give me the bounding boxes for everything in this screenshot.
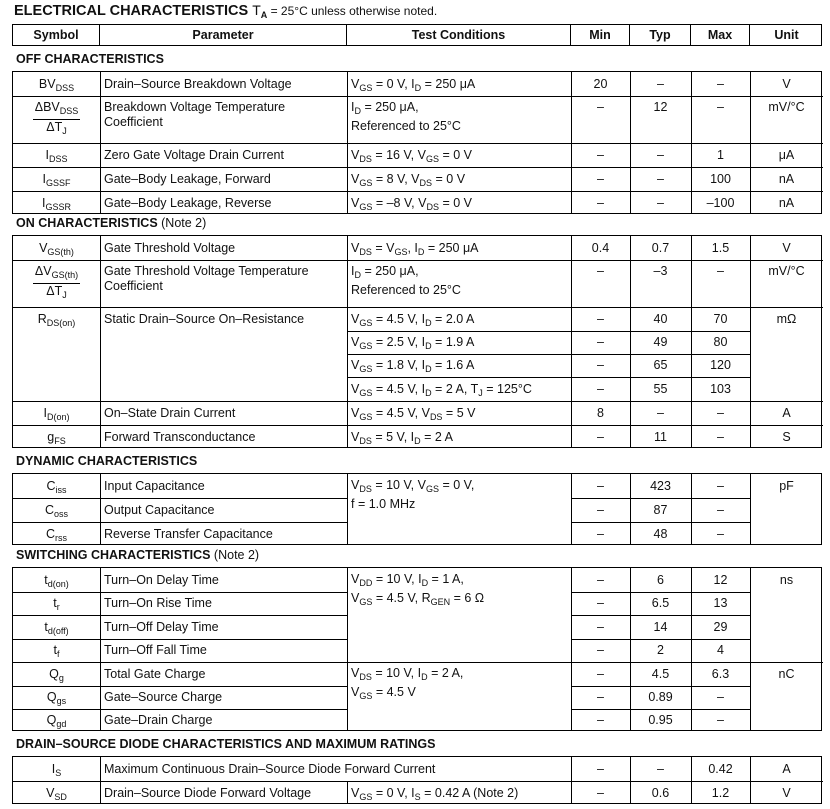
dyn-conditions: $V_{DS} = 10$ V, $V_{GS} = 0$ V, f = 1.0 MHz [351, 478, 475, 511]
rds-conditions-2: $V_{GS} = 1.8$ V, $I_D = 1.6$ A [351, 358, 475, 374]
vgsth-symbol: $V_{GS(th)}$ [39, 241, 74, 257]
vgsth-typ: 0.7 [651, 241, 670, 255]
rds-min-0: – [597, 312, 604, 326]
rds-min-1: – [597, 335, 604, 349]
idon-symbol: $I_{D(on)}$ [43, 406, 70, 422]
igssr-unit: nA [778, 196, 795, 210]
igssr-symbol: $I_{GSSR}$ [42, 196, 71, 212]
sw2-2-typ: 0.95 [648, 713, 673, 727]
dvgs-unit: mV/°C [768, 264, 805, 278]
vsd-min: – [597, 786, 604, 800]
sw1-2-max: 29 [713, 620, 728, 634]
vsd-symbol: $V_{SD}$ [46, 786, 67, 802]
bvdss-min: 20 [593, 77, 608, 91]
gfs-symbol: $g_{FS}$ [47, 430, 66, 446]
rds-typ-3: 55 [653, 382, 668, 396]
rds-max-3: 103 [710, 382, 731, 396]
header-parameter: Parameter [100, 25, 347, 45]
sw1-unit: ns [779, 573, 794, 587]
dyn-2-max: – [717, 527, 724, 541]
sw2-conditions: $V_{DS} = 10$ V, $I_D = 2$ A, $V_{GS} = 4.5$ V [351, 666, 464, 701]
dvgs-conditions: $I_D = 250$ μA, Referenced to 25°C [351, 264, 461, 297]
title-main: ELECTRICAL CHARACTERISTICS [14, 3, 249, 19]
bvdss-conditions: $V_{GS} = 0$ V, $I_D = 250$ μA [351, 77, 476, 93]
sw2-0-parameter: Total Gate Charge [104, 667, 206, 681]
bvdss-parameter: Drain–Source Breakdown Voltage [104, 77, 292, 91]
dynamic-characteristics-block [12, 473, 822, 545]
dyn-1-symbol: $C_{oss}$ [44, 503, 69, 519]
sw1-conditions: $V_{DD} = 10$ V, $I_D = 1$ A, $V_{GS} = 4.5$ V, $R_{GEN} = 6$ Ω [351, 572, 485, 607]
sw1-3-min: – [597, 643, 604, 657]
rds-conditions-3: $V_{GS} = 4.5$ V, $I_D = 2$ A, $T_J = 125^\circ C$ [351, 382, 532, 398]
igssf-typ: – [657, 172, 664, 186]
dvgs-symbol: $\frac{\Delta V_{GS(th)}}{\Delta T_J}$ [34, 264, 79, 300]
rds-max-1: 80 [713, 335, 728, 349]
rds-symbol: $R_{DS(on)}$ [37, 312, 76, 328]
idon-unit: A [782, 406, 791, 420]
sw2-0-typ: 4.5 [651, 667, 670, 681]
sw1-3-max: 4 [717, 643, 724, 657]
sw1-2-parameter: Turn–Off Delay Time [104, 620, 219, 634]
table-header [12, 24, 822, 46]
idss-min: – [597, 148, 604, 162]
sw2-unit: nC [778, 667, 795, 681]
bvdss-max: – [717, 77, 724, 91]
igssr-min: – [597, 196, 604, 210]
dyn-1-parameter: Output Capacitance [104, 503, 215, 517]
igssr-parameter: Gate–Body Leakage, Reverse [104, 196, 272, 210]
bvdss-typ: – [657, 77, 664, 91]
title-cond-sym: T [252, 2, 261, 18]
section-dyn: DYNAMIC CHARACTERISTICS [16, 454, 198, 468]
igssf-unit: nA [778, 172, 795, 186]
page-title [14, 2, 437, 20]
dbv-symbol: $\frac{\Delta BV_{DSS}}{\Delta T_J}$ [34, 100, 79, 136]
is-unit: A [782, 762, 791, 776]
vgsth-parameter: Gate Threshold Voltage [104, 241, 236, 255]
idss-unit: μA [778, 148, 795, 162]
diode-characteristics-block [12, 756, 822, 804]
dyn-2-parameter: Reverse Transfer Capacitance [104, 527, 273, 541]
sw2-2-max: – [717, 713, 724, 727]
rds-conditions-1: $V_{GS} = 2.5$ V, $I_D = 1.9$ A [351, 335, 475, 351]
sw1-0-parameter: Turn–On Delay Time [104, 573, 219, 587]
idon-conditions: $V_{GS} = 4.5$ V, $V_{DS} = 5$ V [351, 406, 476, 422]
rds-max-0: 70 [713, 312, 728, 326]
is-typ: – [657, 762, 664, 776]
dbv-unit: mV/°C [768, 100, 805, 114]
vsd-typ: 0.6 [651, 786, 670, 800]
sw2-2-parameter: Gate–Drain Charge [104, 713, 213, 727]
sw1-3-parameter: Turn–Off Fall Time [104, 643, 207, 657]
vgsth-conditions: $V_{DS} = V_{GS}$, $I_D = 250$ μA [351, 241, 479, 257]
gfs-min: – [597, 430, 604, 444]
header-symbol: Symbol [13, 25, 100, 45]
sw1-0-typ: 6 [657, 573, 664, 587]
header-max: Max [691, 25, 750, 45]
igssf-parameter: Gate–Body Leakage, Forward [104, 172, 271, 186]
gfs-max: – [717, 430, 724, 444]
vsd-max: 1.2 [711, 786, 730, 800]
dyn-unit: pF [779, 479, 794, 493]
section-diode: DRAIN–SOURCE DIODE CHARACTERISTICS AND MAXIMUM RATINGS [16, 737, 436, 751]
gfs-conditions: $V_{DS} = 5$ V, $I_D = 2$ A [351, 430, 453, 446]
gfs-typ: 11 [654, 430, 667, 444]
dyn-2-symbol: $C_{rss}$ [45, 527, 68, 543]
igssf-symbol: $I_{GSSF}$ [42, 172, 71, 188]
dvgs-parameter: Gate Threshold Voltage Temperature Coefficient [104, 264, 309, 293]
dyn-2-min: – [597, 527, 604, 541]
rds-min-3: – [597, 382, 604, 396]
dyn-1-typ: 87 [653, 503, 668, 517]
vsd-parameter: Drain–Source Diode Forward Voltage [104, 786, 312, 800]
sw1-1-max: 13 [713, 596, 728, 610]
igssf-max: 100 [710, 172, 731, 186]
vgsth-min: 0.4 [591, 241, 610, 255]
header-min: Min [571, 25, 630, 45]
section-off: OFF CHARACTERISTICS [16, 52, 164, 66]
header-typ: Typ [630, 25, 691, 45]
sw1-1-parameter: Turn–On Rise Time [104, 596, 212, 610]
sw1-3-typ: 2 [657, 643, 664, 657]
dbv-parameter: Breakdown Voltage Temperature Coefficient [104, 100, 286, 129]
bvdss-unit: V [782, 77, 791, 91]
rds-unit: mΩ [776, 312, 797, 326]
sw2-2-min: – [597, 713, 604, 727]
sw2-2-symbol: $Q_{gd}$ [46, 713, 67, 729]
rds-typ-0: 40 [653, 312, 668, 326]
is-min: – [597, 762, 604, 776]
header-unit: Unit [774, 28, 799, 42]
sw2-1-symbol: $Q_{gs}$ [46, 690, 67, 706]
rds-parameter: Static Drain–Source On–Resistance [104, 312, 305, 326]
dyn-0-max: – [717, 479, 724, 493]
gfs-unit: S [782, 430, 791, 444]
idss-parameter: Zero Gate Voltage Drain Current [104, 148, 284, 162]
header-test-conditions: Test Conditions [347, 25, 571, 45]
idss-typ: – [657, 148, 664, 162]
sw1-0-min: – [597, 573, 604, 587]
dyn-0-symbol: $C_{iss}$ [46, 479, 67, 495]
vgsth-max: 1.5 [711, 241, 730, 255]
is-symbol: $I_S$ [51, 762, 62, 778]
sw2-1-min: – [597, 690, 604, 704]
idon-min: 8 [597, 406, 604, 420]
dvgs-typ: –3 [653, 264, 668, 278]
vsd-unit: V [782, 786, 791, 800]
rds-typ-1: 49 [653, 335, 668, 349]
title-cond-text: = 25°C unless otherwise noted. [267, 4, 438, 18]
idon-parameter: On–State Drain Current [104, 406, 236, 420]
idss-conditions: $V_{DS} = 16$ V, $V_{GS} = 0$ V [351, 148, 472, 164]
dyn-0-min: – [597, 479, 604, 493]
dyn-2-typ: 48 [653, 527, 668, 541]
rds-max-2: 120 [710, 358, 731, 372]
section-on: ON CHARACTERISTICS (Note 2) [16, 216, 207, 230]
dbv-min: – [597, 100, 604, 114]
title-cond-sub: A [260, 10, 268, 20]
igssr-typ: – [657, 196, 664, 210]
sw1-1-symbol: $t_r$ [53, 596, 60, 612]
sw1-2-min: – [597, 620, 604, 634]
sw1-0-max: 12 [713, 573, 728, 587]
idss-max: 1 [717, 148, 724, 162]
sw2-1-parameter: Gate–Source Charge [104, 690, 223, 704]
sw2-0-max: 6.3 [711, 667, 730, 681]
idon-typ: – [657, 406, 664, 420]
sw2-1-typ: 0.89 [648, 690, 673, 704]
column-divider [750, 568, 751, 730]
sw1-0-symbol: $t_{d(on)}$ [44, 573, 69, 589]
sw2-0-min: – [597, 667, 604, 681]
sw2-1-max: – [717, 690, 724, 704]
igssr-max: –100 [706, 196, 735, 210]
dyn-1-max: – [717, 503, 724, 517]
dbv-max: – [717, 100, 724, 114]
igssf-min: – [597, 172, 604, 186]
igssf-conditions: $V_{GS} = 8$ V, $V_{DS} = 0$ V [351, 172, 466, 188]
bvdss-symbol: $BV_{DSS}$ [38, 77, 75, 93]
rds-typ-2: 65 [653, 358, 668, 372]
switching-characteristics-block [12, 567, 822, 731]
dvgs-min: – [597, 264, 604, 278]
dyn-1-min: – [597, 503, 604, 517]
idon-max: – [717, 406, 724, 420]
sw1-2-symbol: $t_{d(off)}$ [44, 620, 69, 636]
is-parameter: Maximum Continuous Drain–Source Diode Forward Current [104, 762, 436, 776]
rds-min-2: – [597, 358, 604, 372]
section-sw: SWITCHING CHARACTERISTICS (Note 2) [16, 548, 260, 562]
sw2-0-symbol: $Q_g$ [49, 667, 64, 683]
dyn-0-typ: 423 [650, 479, 671, 493]
sw1-1-typ: 6.5 [651, 596, 670, 610]
idss-symbol: $I_{DSS}$ [45, 148, 68, 164]
sw1-2-typ: 14 [653, 620, 668, 634]
dbv-conditions: $I_D = 250$ μA, Referenced to 25°C [351, 100, 461, 133]
is-max: 0.42 [708, 762, 733, 776]
off-characteristics-block [12, 71, 822, 214]
on-characteristics-block [12, 235, 822, 448]
rds-conditions-0: $V_{GS} = 4.5$ V, $I_D = 2.0$ A [351, 312, 475, 328]
sw1-1-min: – [597, 596, 604, 610]
igssr-conditions: $V_{GS} = -8$ V, $V_{DS} = 0$ V [351, 196, 472, 212]
sw1-3-symbol: $t_f$ [53, 643, 60, 659]
dyn-0-parameter: Input Capacitance [104, 479, 205, 493]
dbv-typ: 12 [653, 100, 668, 114]
dvgs-max: – [717, 264, 724, 278]
vsd-conditions: $V_{GS} = 0$ V, $I_S = 0.42$ A (Note 2) [351, 786, 519, 802]
gfs-parameter: Forward Transconductance [104, 430, 256, 444]
vgsth-unit: V [782, 241, 791, 255]
